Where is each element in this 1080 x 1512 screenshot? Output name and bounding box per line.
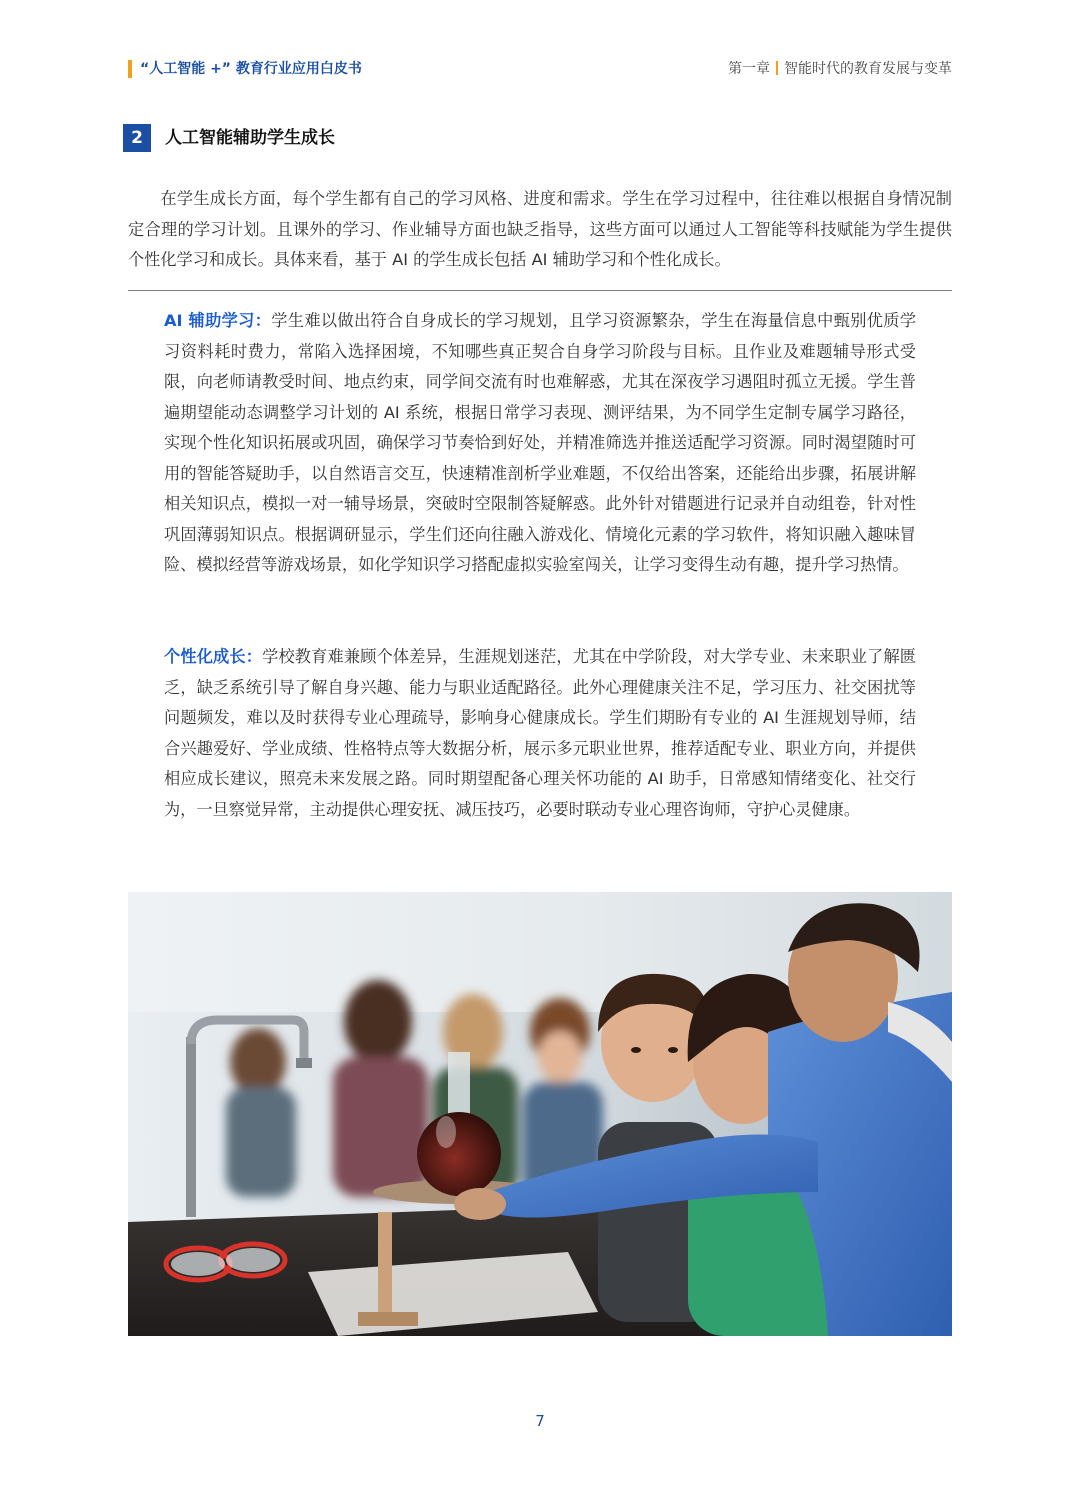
ai-assist-text: 学生难以做出符合自身成长的学习规划，且学习资源繁杂，学生在海量信息中甄别优质学习资料耗时费力，常陷入选择困境，不知哪些真正契合自身学习阶段与目标。且作业及难题辅导形式受限，向老师请教受时间、地点约束，同学间交流有时也难解惑，尤其在深夜学习遇阻时孤立无援。学生普遍期望能动态调整学习计划的 AI 系统，根据日常学习表现、测评结果，为不同学生定制专属学习路径，实现个性化知识拓展或巩固，确保学习节奏恰到好处，并精准筛选并推送适配学习资源。同时渴望随时可用的智能答疑助手，以自然语言交互，快速精准剖析学业难题，不仅给出答案，还能给出步骤，拓展讲解相关知识点，模拟一对一辅导场景，突破时空限制答疑解惑。此外针对错题进行记录并自动组卷，针对性巩固薄弱知识点。根据调研显示，学生们还向往融入游戏化、情境化元素的学习软件，将知识融入趣味冒险、模拟经营等游戏场景，如化学知识学习搭配虚拟实验室闯关，让学习变得生动有趣，提升学习热情。 xyxy=(164,311,916,574)
running-header xyxy=(128,58,952,82)
section-divider xyxy=(128,290,952,291)
ai-assist-paragraph xyxy=(164,306,916,581)
section-number-badge: 2 xyxy=(123,124,151,152)
intro-paragraph: 在学生成长方面，每个学生都有自己的学习风格、进度和需求。学生在学习过程中，往往难以根据自身情况制定合理的学习计划。且课外的学习、作业辅导方面也缺乏指导，这些方面可以通过人工智能等科技赋能为学生提供个性化学习和成长。具体来看，基于 AI 的学生成长包括 AI 辅助学习和个性化成长。 xyxy=(128,189,952,269)
personal-growth-text: 学校教育难兼顾个体差异，生涯规划迷茫，尤其在中学阶段，对大学专业、未来职业了解匮乏，缺乏系统引导了解自身兴趣、能力与职业适配路径。此外心理健康关注不足，学习压力、社交困扰等问题频发，难以及时获得专业心理疏导，影响身心健康成长。学生们期盼有专业的 AI 生涯规划导师，结合兴趣爱好、学业成绩、性格特点等大数据分析，展示多元职业世界，推荐适配专业、职业方向，并提供相应成长建议，照亮未来发展之路。同时期望配备心理关怀功能的 AI 助手，日常感知情绪变化、社交行为，一旦察觉异常，主动提供心理安抚、减压技巧，必要时联动专业心理咨询师，守护心灵健康。 xyxy=(164,647,916,819)
ai-assist-label: AI 辅助学习： xyxy=(164,311,272,330)
page-number: 7 xyxy=(535,1412,545,1430)
header-accent-bar xyxy=(128,60,132,78)
personal-growth-label: 个性化成长： xyxy=(164,647,263,666)
personal-growth-paragraph xyxy=(164,642,916,825)
chapter-title: 智能时代的教育发展与变革 xyxy=(784,61,952,77)
chapter-indicator xyxy=(728,58,952,80)
chapter-number: 第一章 xyxy=(728,61,770,77)
classroom-illustration xyxy=(128,892,952,1336)
document-title: “人工智能 +” 教育行业应用白皮书 xyxy=(140,61,362,77)
chapter-separator xyxy=(776,61,778,75)
section-title: 人工智能辅助学生成长 xyxy=(165,128,335,148)
classroom-photo xyxy=(128,892,952,1336)
